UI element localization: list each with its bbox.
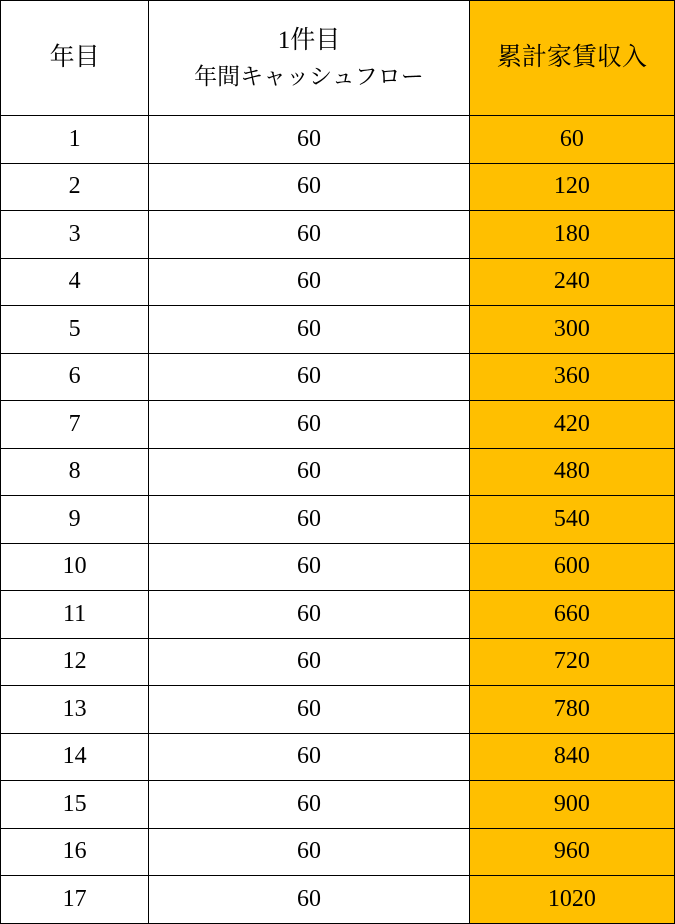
- cell-cashflow: 60: [149, 638, 469, 686]
- table-row: [1, 306, 675, 354]
- cell-cashflow: 60: [149, 591, 469, 639]
- cell-year: 10: [1, 543, 149, 591]
- cell-year: 2: [1, 163, 149, 211]
- table-row: [1, 163, 675, 211]
- cell-cashflow: 60: [149, 448, 469, 496]
- cell-year: 3: [1, 211, 149, 259]
- cell-cumulative: 600: [469, 543, 674, 591]
- cell-cashflow: 60: [149, 876, 469, 924]
- table-row: [1, 733, 675, 781]
- column-header-cumulative-label: 累計家賃収入: [496, 44, 647, 72]
- cell-year: 17: [1, 876, 149, 924]
- cell-cashflow: 60: [149, 733, 469, 781]
- cell-year: 14: [1, 733, 149, 781]
- cell-cumulative: 180: [469, 211, 674, 259]
- cell-cumulative: 540: [469, 496, 674, 544]
- column-header-year-label: 年目: [49, 44, 100, 72]
- cell-year: 12: [1, 638, 149, 686]
- cell-cashflow: 60: [149, 686, 469, 734]
- cell-year: 13: [1, 686, 149, 734]
- cell-year: 4: [1, 258, 149, 306]
- cell-cumulative: 660: [469, 591, 674, 639]
- cell-cashflow: 60: [149, 353, 469, 401]
- cell-cumulative: 840: [469, 733, 674, 781]
- cell-cumulative: 1020: [469, 876, 674, 924]
- cell-year: 8: [1, 448, 149, 496]
- table-row: [1, 258, 675, 306]
- cell-year: 7: [1, 401, 149, 449]
- table-row: [1, 211, 675, 259]
- column-header-cashflow: [149, 1, 469, 116]
- table-row: [1, 591, 675, 639]
- cell-year: 11: [1, 591, 149, 639]
- table-row: [1, 686, 675, 734]
- cell-year: 9: [1, 496, 149, 544]
- cell-cashflow: 60: [149, 543, 469, 591]
- cell-cashflow: 60: [149, 163, 469, 211]
- table-row: [1, 496, 675, 544]
- cell-cashflow: 60: [149, 116, 469, 164]
- cell-cumulative: 360: [469, 353, 674, 401]
- cell-cumulative: 240: [469, 258, 674, 306]
- table-header: [1, 1, 675, 116]
- cell-year: 1: [1, 116, 149, 164]
- cell-cashflow: 60: [149, 496, 469, 544]
- cell-cashflow: 60: [149, 781, 469, 829]
- cell-cumulative: 420: [469, 401, 674, 449]
- column-header-cumulative: [469, 1, 674, 116]
- cell-cashflow: 60: [149, 401, 469, 449]
- table-row: [1, 116, 675, 164]
- table-row: [1, 828, 675, 876]
- table-row: [1, 401, 675, 449]
- column-header-cashflow-label-line2: 年間キャッシュフロー: [194, 63, 424, 89]
- cell-year: 16: [1, 828, 149, 876]
- table-row: [1, 876, 675, 924]
- table-body: [1, 116, 675, 924]
- cell-cumulative: 720: [469, 638, 674, 686]
- cell-cashflow: 60: [149, 306, 469, 354]
- cell-cumulative: 780: [469, 686, 674, 734]
- table-row: [1, 638, 675, 686]
- table-row: [1, 543, 675, 591]
- cell-year: 5: [1, 306, 149, 354]
- column-header-cashflow-label-line1: 1件目: [277, 27, 341, 54]
- cell-cumulative: 60: [469, 116, 674, 164]
- cell-cumulative: 300: [469, 306, 674, 354]
- cell-cumulative: 960: [469, 828, 674, 876]
- cell-cumulative: 480: [469, 448, 674, 496]
- table-row: [1, 448, 675, 496]
- table-row: [1, 353, 675, 401]
- cell-cashflow: 60: [149, 828, 469, 876]
- cell-year: 6: [1, 353, 149, 401]
- cell-cashflow: 60: [149, 211, 469, 259]
- cell-cashflow: 60: [149, 258, 469, 306]
- table-row: [1, 781, 675, 829]
- cell-cumulative: 900: [469, 781, 674, 829]
- cell-year: 15: [1, 781, 149, 829]
- table-header-row: [1, 1, 675, 116]
- cell-cumulative: 120: [469, 163, 674, 211]
- column-header-year: [1, 1, 149, 116]
